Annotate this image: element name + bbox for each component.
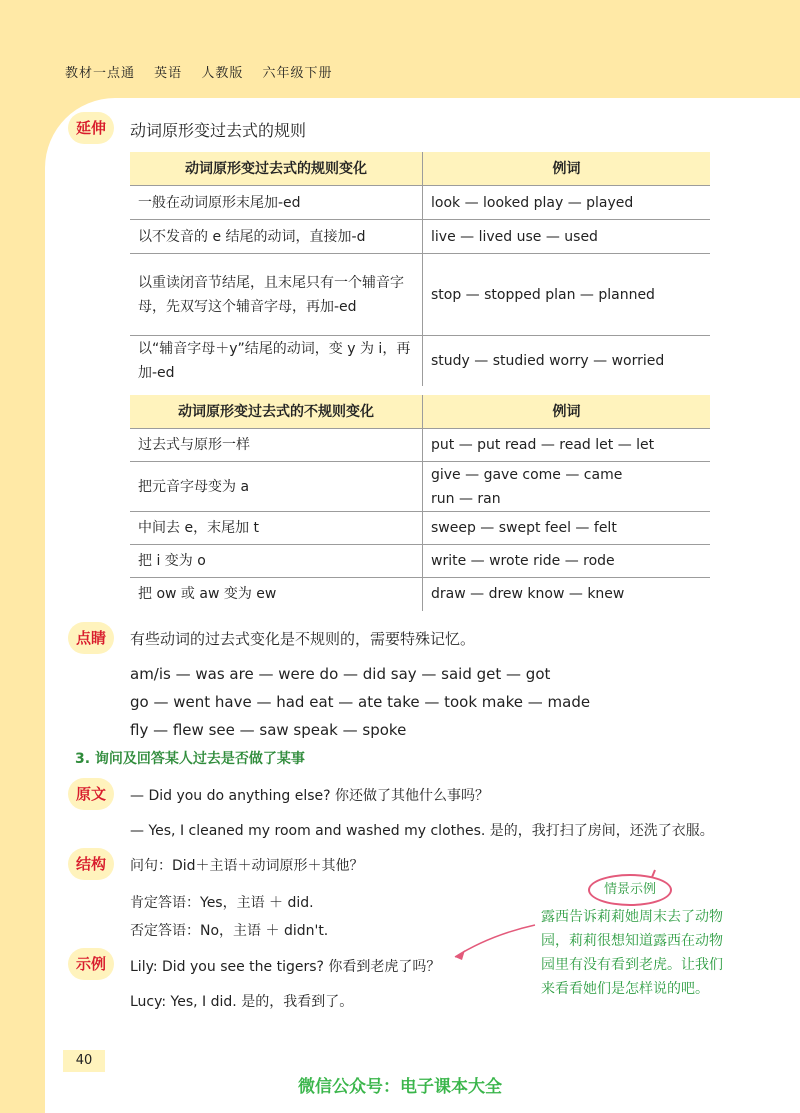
rule-cell: 以“辅音字母＋y”结尾的动词，变 y 为 i，再加-ed [130,336,423,386]
example-cell: sweep — swept feel — felt [423,512,711,545]
verb-line: am/is — was are — were do — did say — said get — got [130,665,551,683]
example-line: Lucy: Yes, I did. 是的，我看到了。 [130,994,354,1010]
rule-cell: 把 i 变为 o [130,545,423,578]
header-subject: 英语 [154,66,183,81]
example-line: run — ran [431,490,501,507]
header-edition: 人教版 [201,66,244,81]
rule-cell: 以不发音的 e 结尾的动词，直接加-d [130,220,423,254]
rule-cell: 一般在动词原形末尾加-ed [130,186,423,220]
tip-tag: 点睛 [68,622,114,654]
example-cell: put — put read — read let — let [423,429,711,462]
example-cell: stop — stopped plan — planned [423,254,711,336]
rule-cell: 把 ow 或 aw 变为 ew [130,578,423,611]
structure-tag: 结构 [68,848,114,880]
example-cell: study — studied worry — worried [431,352,665,369]
table-header-cell: 动词原形变过去式的规则变化 [130,152,423,186]
header-grade: 六年级下册 [262,66,333,81]
tip-text: 有些动词的过去式变化是不规则的，需要特殊记忆。 [130,630,476,648]
page-number: 40 [63,1050,105,1072]
header-book: 教材一点通 [65,66,136,81]
example-cell: write — wrote ride — rode [423,545,711,578]
extension-title: 动词原形变过去式的规则 [130,121,307,140]
example-line: Lily: Did you see the tigers? 你看到老虎了吗？ [130,959,441,975]
rule-cell: 过去式与原形一样 [130,429,423,462]
extension-tag: 延伸 [68,112,114,144]
context-bubble-text: 露西告诉莉莉她周末去了动物园，莉莉很想知道露西在动物园里有没有看到老虎。让我们来看看她们是怎样说的吧。 [541,909,723,997]
table-header-cell: 动词原形变过去式的不规则变化 [130,395,423,429]
structure-positive: 肯定答语：Yes，主语 ＋ did. [130,895,314,911]
structure-question: 问句：Did＋主语＋动词原形＋其他？ [130,858,364,874]
example-cell: draw — drew know — knew [431,586,625,603]
rule-cell: 以重读闭音节结尾，且末尾只有一个辅音字母，先双写这个辅音字母，再加-ed [130,254,423,336]
original-tag: 原文 [68,778,114,810]
structure-negative: 否定答语：No，主语 ＋ didn't. [130,923,329,939]
table-header-cell: 例词 [423,395,711,429]
rule-cell: 中间去 e，末尾加 t [130,512,423,545]
rule-cell: 把元音字母变为 a [130,462,423,512]
section-title: 3. 询问及回答某人过去是否做了某事 [75,751,305,767]
table-header-cell: 例词 [423,152,711,186]
verb-line: fly — flew see — saw speak — spoke [130,721,407,739]
original-line: — Yes, I cleaned my room and washed my clothes. 是的，我打扫了房间，还洗了衣服。 [130,823,714,839]
example-cell: live — lived use — used [423,220,711,254]
example-tag: 示例 [68,948,114,980]
footer-watermark: 微信公众号：电子课本大全 [298,1077,502,1097]
example-line: give — gave come — came [431,466,623,483]
example-cell: look — looked play — played [423,186,711,220]
verb-line: go — went have — had eat — ate take — took make — made [130,693,591,711]
original-line: — Did you do anything else? 你还做了其他什么事吗？ [130,788,490,804]
context-bubble-title: 情景示例 [588,874,672,906]
